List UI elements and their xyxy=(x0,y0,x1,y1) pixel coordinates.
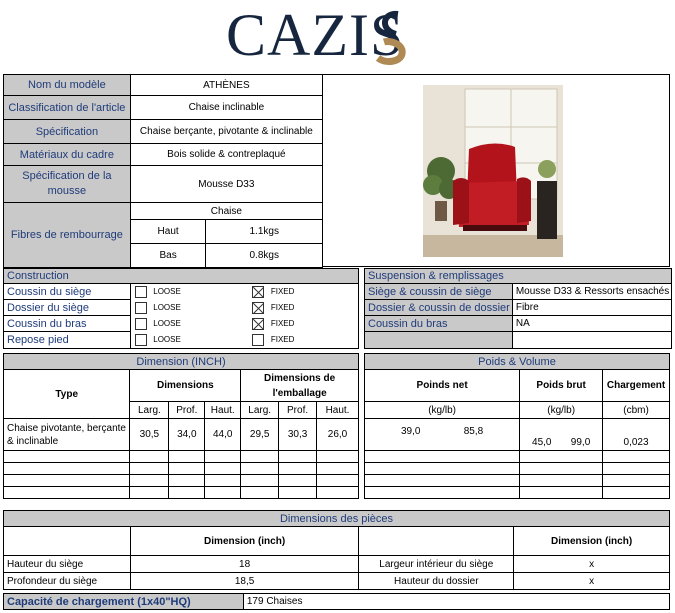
construction-row-label: Dossier du siège xyxy=(4,300,131,316)
loose-label: LOOSE xyxy=(153,303,181,312)
fiber-low-value: 0.8kgs xyxy=(206,244,323,268)
type-value: Chaise pivotante, berçante & inclinable xyxy=(4,419,130,451)
sub-header: Prof. xyxy=(169,402,205,419)
loose-label: LOOSE xyxy=(153,287,181,297)
suspension-row-value xyxy=(512,332,671,349)
brand-logo xyxy=(0,0,675,72)
back-height-value: x xyxy=(514,573,670,590)
frame-label: Matériaux du cadre xyxy=(4,144,131,166)
suspension-row-value: Fibre xyxy=(512,300,671,316)
fiber-label: Fibres de rembourrage xyxy=(4,203,131,268)
dims-header: Dimensions xyxy=(130,370,241,402)
gross-kg: 45,0 xyxy=(532,437,552,448)
fiber-low-label: Bas xyxy=(130,244,206,268)
suspension-row-label: Dossier & coussin de dossier xyxy=(365,300,513,316)
foam-value: Mousse D33 xyxy=(130,166,322,203)
brand-wordmark: CAZIS xyxy=(226,2,405,68)
fixed-checkbox[interactable] xyxy=(252,334,264,346)
construction-row-label: Coussin du siège xyxy=(4,284,131,300)
net-kg: 39,0 xyxy=(400,426,421,437)
suspension-title: Suspension & remplissages xyxy=(365,269,672,284)
fixed-checkbox-checked[interactable] xyxy=(252,318,264,330)
table-row xyxy=(365,475,670,487)
dimension-title: Dimension (INCH) xyxy=(4,354,359,370)
suspension-row-label: Coussin du bras xyxy=(365,316,513,332)
dim-value: 44,0 xyxy=(205,419,241,451)
weight-table xyxy=(364,353,670,499)
net-header: Poinds net xyxy=(365,370,520,402)
table-row xyxy=(4,463,359,475)
suspension-row-label xyxy=(365,332,513,349)
dim-value: 30,5 xyxy=(130,419,169,451)
class-value: Chaise inclinable xyxy=(130,96,322,120)
load-header: Chargement xyxy=(603,370,670,402)
seat-height-label: Hauteur du siège xyxy=(4,556,131,573)
weight-title: Poids & Volume xyxy=(365,354,670,370)
dim-value: 26,0 xyxy=(317,419,359,451)
construction-row-label: Coussin du bras xyxy=(4,316,131,332)
table-row xyxy=(4,451,359,463)
net-unit: (kg/lb) xyxy=(365,402,520,419)
brand-mark-icon xyxy=(368,8,412,66)
gross-header: Poids brut xyxy=(520,370,603,402)
inner-width-value: x xyxy=(514,556,670,573)
suspension-table xyxy=(364,268,672,349)
model-value: ATHÈNES xyxy=(130,75,322,96)
capacity-value: 179 Chaises xyxy=(243,594,669,610)
fixed-label: FIXED xyxy=(268,300,359,316)
sub-header: Prof. xyxy=(279,402,317,419)
seat-depth-value: 18,5 xyxy=(130,573,358,590)
loose-checkbox[interactable] xyxy=(135,318,147,330)
sub-header: Larg. xyxy=(241,402,279,419)
fixed-checkbox-checked[interactable] xyxy=(252,302,264,314)
construction-title: Construction xyxy=(4,269,359,284)
spec-value: Chaise berçante, pivotante & inclinable xyxy=(130,120,322,144)
table-row xyxy=(365,487,670,499)
fiber-high-label: Haut xyxy=(130,220,206,244)
capacity-table xyxy=(3,593,670,610)
load-unit: (cbm) xyxy=(603,402,670,419)
loose-checkbox[interactable] xyxy=(135,286,147,298)
product-photo-cell xyxy=(323,74,670,267)
suspension-row-value: Mousse D33 & Ressorts ensachés xyxy=(512,284,671,300)
fiber-high-value: 1.1kgs xyxy=(206,220,323,244)
loose-checkbox[interactable] xyxy=(135,334,147,346)
fixed-label: FIXED xyxy=(268,332,359,349)
loose-label: LOOSE xyxy=(153,319,181,328)
type-header: Type xyxy=(4,370,130,419)
table-row xyxy=(4,487,359,499)
dim-value: 29,5 xyxy=(241,419,279,451)
capacity-label: Capacité de chargement (1x40"HQ) xyxy=(4,594,244,610)
frame-value: Bois solide & contreplaqué xyxy=(130,144,322,166)
back-height-label: Hauteur du dossier xyxy=(359,573,514,590)
foam-label: Spécification de la mousse xyxy=(4,166,131,203)
net-lb: 85,8 xyxy=(463,426,484,437)
table-row xyxy=(365,451,670,463)
parts-dim-header: Dimension (inch) xyxy=(130,527,358,556)
class-label: Classification de l'article xyxy=(4,96,131,120)
parts-dim-header-right: Dimension (inch) xyxy=(514,527,670,556)
table-row xyxy=(365,463,670,475)
gross-lb: 99,0 xyxy=(570,437,591,448)
construction-table xyxy=(3,268,359,349)
sub-header: Larg. xyxy=(130,402,169,419)
product-info-table xyxy=(3,74,323,268)
suspension-row-value: NA xyxy=(512,316,671,332)
loose-label: LOOSE xyxy=(150,332,248,349)
dim-value: 30,3 xyxy=(279,419,317,451)
inner-width-label: Largeur intérieur du siège xyxy=(359,556,514,573)
fixed-label: FIXED xyxy=(268,284,359,300)
dim-value: 34,0 xyxy=(169,419,205,451)
fixed-checkbox-checked[interactable] xyxy=(252,286,264,298)
sub-header: Haut. xyxy=(205,402,241,419)
sub-header: Haut. xyxy=(317,402,359,419)
spec-label: Spécification xyxy=(4,120,131,144)
loose-checkbox[interactable] xyxy=(135,302,147,314)
seat-depth-label: Profondeur du siège xyxy=(4,573,131,590)
suspension-row-label: Siège & coussin de siège xyxy=(365,284,513,300)
model-label: Nom du modèle xyxy=(4,75,131,96)
parts-table xyxy=(3,510,670,590)
cbm-value: 0,023 xyxy=(603,419,670,451)
fiber-header: Chaise xyxy=(130,203,322,220)
parts-title: Dimensions des pièces xyxy=(4,511,670,527)
fixed-label: FIXED xyxy=(268,316,359,332)
gross-unit: (kg/lb) xyxy=(520,402,603,419)
product-photo xyxy=(423,85,563,257)
table-row xyxy=(4,475,359,487)
dimension-table xyxy=(3,353,359,499)
construction-row-label: Repose pied xyxy=(4,332,131,349)
pack-header: Dimensions de l'emballage xyxy=(241,370,359,402)
seat-height-value: 18 xyxy=(130,556,358,573)
